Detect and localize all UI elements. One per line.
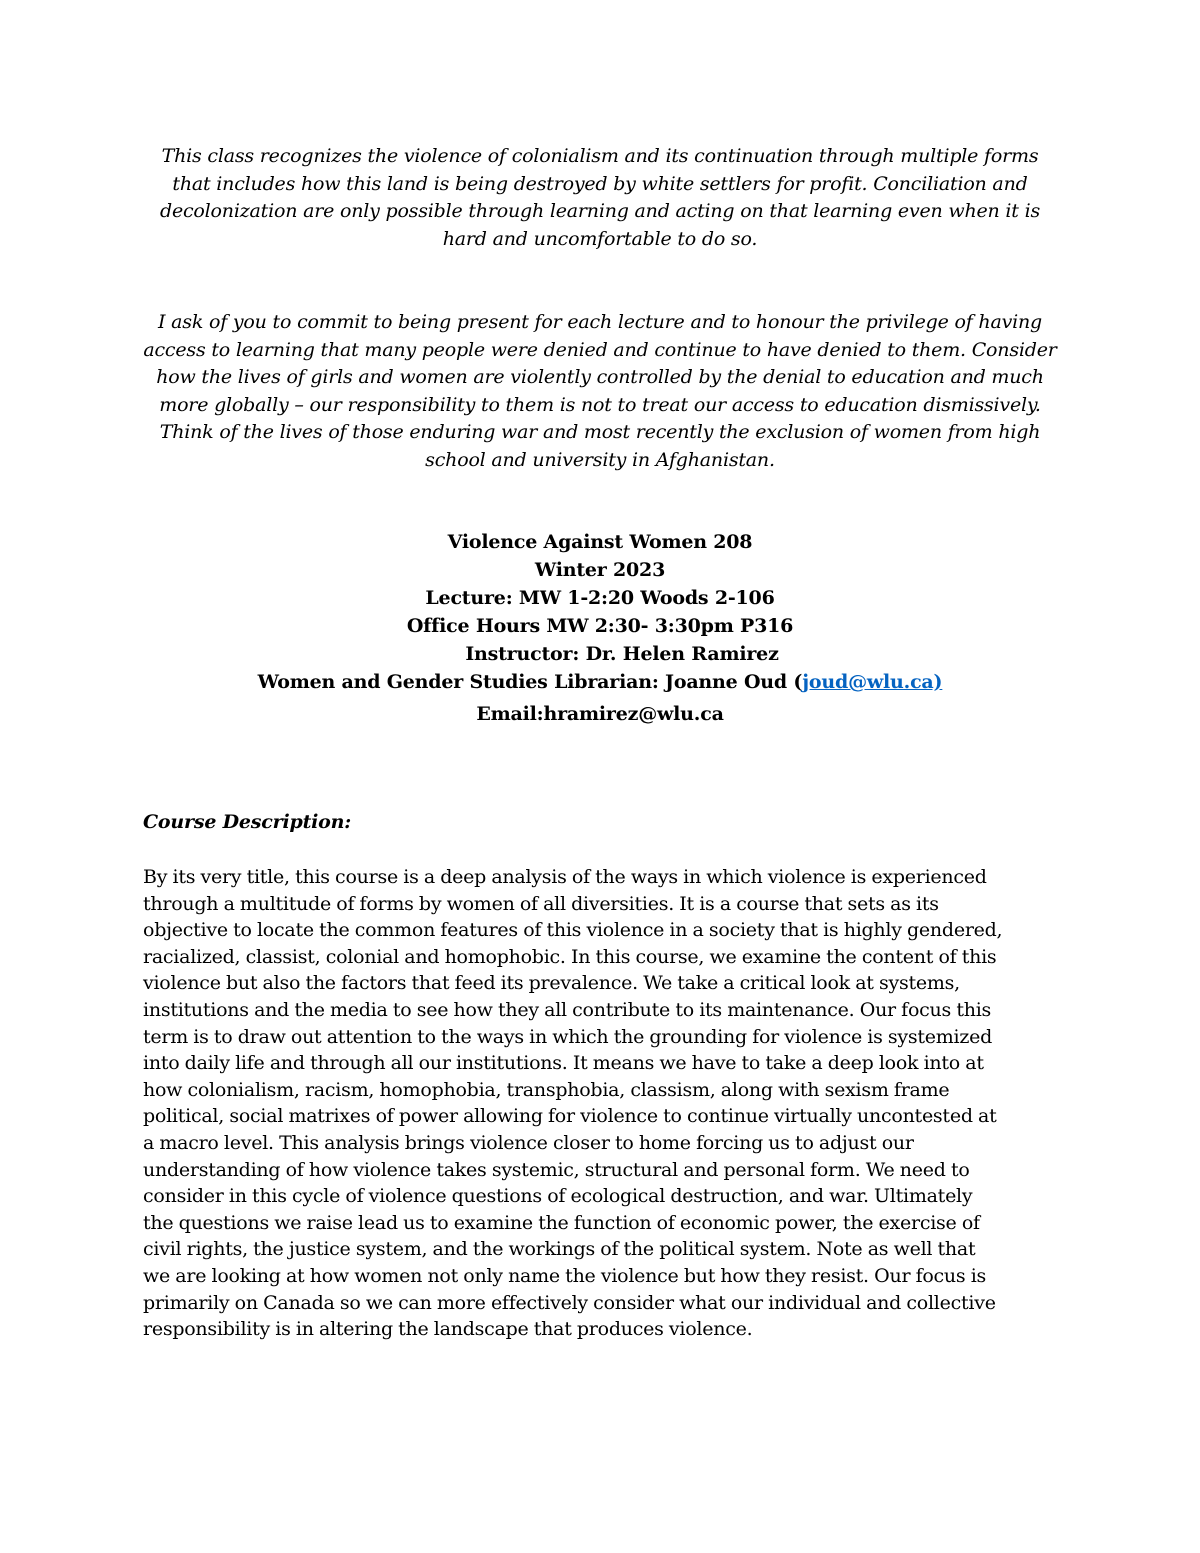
land-acknowledgement: This class recognizes the violence of colonialism and its continuation through multiple forms that includes how this land is being destroyed by white settlers for profit. Conciliation and decolonization are only possible through learning and acting on that learning even when it is hard and uncomfortable to do so.: [159, 145, 1040, 250]
instructor-email: Email:hramirez@wlu.ca: [476, 703, 724, 725]
course-term: Winter 2023: [534, 559, 666, 581]
course-description-heading: Course Description:: [143, 811, 352, 833]
description-line: objective to locate the common features of this violence in a society that is highly gendered,: [143, 919, 1003, 942]
description-line: consider in this cycle of violence questions of ecological destruction, and war. Ultimately: [143, 1185, 973, 1208]
description-line: institutions and the media to see how they all contribute to its maintenance. Our focus this: [143, 998, 992, 1021]
description-line: responsibility is in altering the landscape that produces violence.: [143, 1318, 753, 1341]
course-title: Violence Against Women 208: [447, 531, 753, 553]
description-line: the questions we raise lead us to examine the function of economic power, the exercise of: [143, 1211, 980, 1234]
description-line: By its very title, this course is a deep analysis of the ways in which violence is experienced: [143, 866, 987, 888]
course-description-body: [143, 864, 1063, 1343]
instructor-name: Instructor: Dr. Helen Ramirez: [465, 643, 779, 665]
librarian-email-link[interactable]: joud@wlu.ca): [802, 671, 943, 693]
description-line: term is to draw out attention to the ways in which the grounding for violence is systemized: [143, 1025, 993, 1048]
description-line: civil rights, the justice system, and the workings of the political system. Note as well that: [143, 1238, 976, 1261]
description-line: we are looking at how women not only name the violence but how they resist. Our focus is: [143, 1264, 987, 1287]
description-line: into daily life and through all our institutions. It means we have to take a deep look into at: [143, 1052, 984, 1075]
description-line: racialized, classist, colonial and homophobic. In this course, we examine the content of this: [143, 945, 997, 968]
description-line: primarily on Canada so we can more effectively consider what our individual and collective: [143, 1291, 996, 1314]
commitment-statement: I ask of you to commit to being present for each lecture and to honour the privilege of having access to learning that many people were denied and continue to have denied to them. Consider how the lives of girls and women are violently controlled by the denial to education and much more globally – our responsibility to them is not to treat our access to education dismissively. Think of the lives of those enduring war and most recently the exclusion of women from high school and university in Afghanistan.: [143, 311, 1057, 471]
description-line: violence but also the factors that feed its prevalence. We take a critical look at systems,: [143, 972, 960, 995]
librarian-line: [140, 668, 1060, 696]
lecture-schedule: Lecture: MW 1-2:20 Woods 2-106: [425, 587, 775, 609]
description-line: understanding of how violence takes systemic, structural and personal form. We need to: [143, 1158, 970, 1181]
librarian-label: Women and Gender Studies Librarian: Joanne Oud (: [257, 671, 803, 693]
description-line: political, social matrixes of power allowing for violence to continue virtually uncontested at: [143, 1105, 997, 1128]
course-header: [140, 528, 1060, 728]
description-line: a macro level. This analysis brings violence closer to home forcing us to adjust our: [143, 1131, 914, 1154]
description-line: through a multitude of forms by women of all diversities. It is a course that sets as its: [143, 892, 939, 915]
office-hours: Office Hours MW 2:30- 3:30pm P316: [406, 615, 794, 637]
description-line: how colonialism, racism, homophobia, transphobia, classism, along with sexism frame: [143, 1078, 950, 1101]
